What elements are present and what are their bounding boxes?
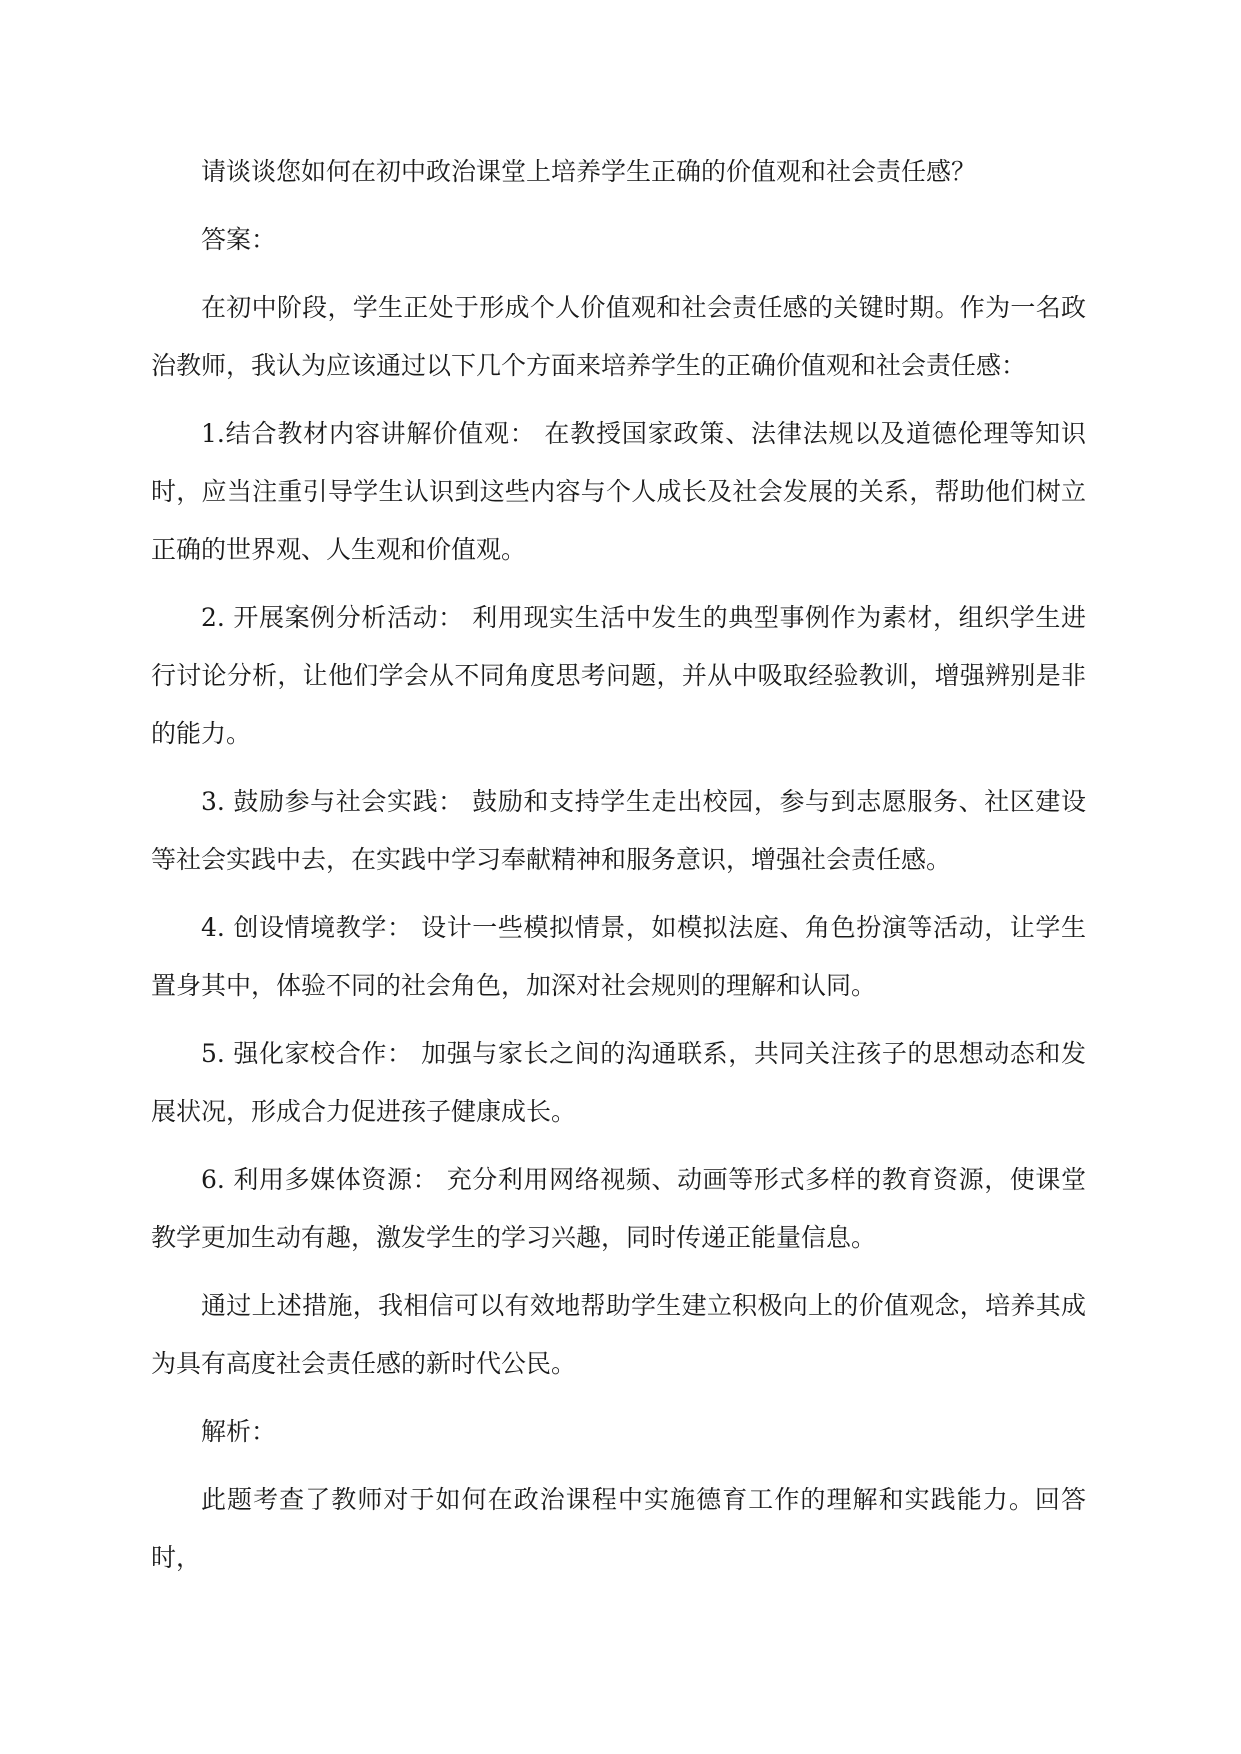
question-text: 请谈谈您如何在初中政治课堂上培养学生正确的价值观和社会责任感？: [201, 157, 977, 186]
conclusion-paragraph: 通过上述措施，我相信可以有效地帮助学生建立积极向上的价值观念，培养其成为具有高度社会责任感的新时代公民。: [151, 1291, 1086, 1378]
point-6: 6. 利用多媒体资源： 充分利用网络视频、动画等形式多样的教育资源，使课堂教学更加生动有趣，激发学生的学习兴趣，同时传递正能量信息。: [151, 1165, 1086, 1252]
document-body: [151, 143, 1086, 1597]
point-1: 1.结合教材内容讲解价值观： 在教授国家政策、法律法规以及道德伦理等知识时，应当注重引导学生认识到这些内容与个人成长及社会发展的关系，帮助他们树立正确的世界观、人生观和价值观。: [151, 419, 1086, 564]
answer-label: 答案：: [201, 225, 277, 254]
intro-paragraph: 在初中阶段，学生正处于形成个人价值观和社会责任感的关键时期。作为一名政治教师，我认为应该通过以下几个方面来培养学生的正确价值观和社会责任感：: [151, 293, 1086, 380]
point-3: 3. 鼓励参与社会实践： 鼓励和支持学生走出校园，参与到志愿服务、社区建设等社会实践中去，在实践中学习奉献精神和服务意识，增强社会责任感。: [151, 787, 1086, 874]
analysis-label: 解析：: [201, 1417, 277, 1446]
analysis-paragraph: 此题考查了教师对于如何在政治课程中实施德育工作的理解和实践能力。回答时，: [151, 1485, 1086, 1572]
point-2: 2. 开展案例分析活动： 利用现实生活中发生的典型事例作为素材，组织学生进行讨论分析，让他们学会从不同角度思考问题，并从中吸取经验教训，增强辨别是非的能力。: [151, 603, 1086, 748]
point-5: 5. 强化家校合作： 加强与家长之间的沟通联系，共同关注孩子的思想动态和发展状况，形成合力促进孩子健康成长。: [151, 1039, 1086, 1126]
point-4: 4. 创设情境教学： 设计一些模拟情景，如模拟法庭、角色扮演等活动，让学生置身其中，体验不同的社会角色，加深对社会规则的理解和认同。: [151, 913, 1086, 1000]
